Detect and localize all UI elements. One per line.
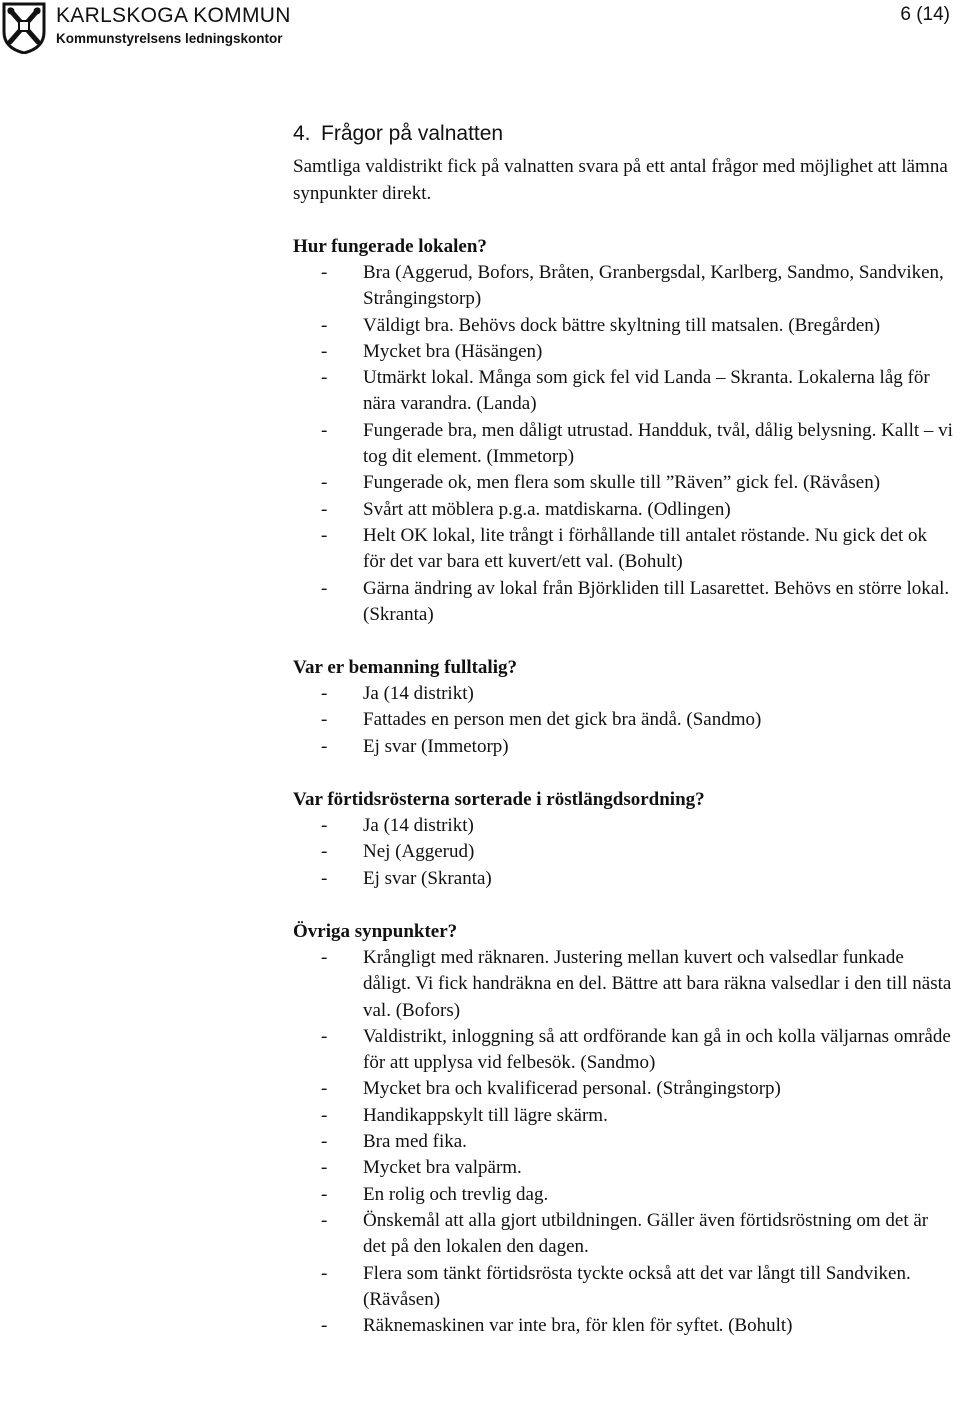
answer-text: Krångligt med räknaren. Justering mellan kuvert och valsedlar funkade dåligt. Vi fick handräkna en del. Bättre att bara räkna valsedlar i den till nästa val. (Bofors) (363, 946, 952, 1021)
list-item: - Valdistrikt, inloggning så att ordförande kan gå in och kolla väljarnas område för att upplysa vid felbesök. (Sandmo) (321, 1025, 951, 1074)
list-item: - Ja (14 distrikt) (321, 815, 474, 837)
question-heading: Övriga synpunkter? (293, 920, 458, 942)
list-item: - Handikappskylt till lägre skärm. (321, 1104, 608, 1126)
answer-text: Gärna ändring av lokal från Björkliden till Lasarettet. Behövs en större lokal. (Skranta) (363, 577, 950, 625)
list-item: - Gärna ändring av lokal från Björkliden till Lasarettet. Behövs en större lokal. (Skranta) (321, 577, 950, 625)
question-block (293, 787, 953, 892)
list-item: - Helt OK lokal, lite trångt i förhållande till antalet röstande. Nu gick det ok för det var bara ett kuvert/ett val. (Bohult) (321, 524, 928, 573)
answer-text: Valdistrikt, inloggning så att ordförande kan gå in och kolla väljarnas område för att upplysa vid felbesök. (Sandmo) (363, 1025, 951, 1074)
document-body (293, 118, 953, 1339)
answer-text: Handikappskylt till lägre skärm. (363, 1104, 608, 1126)
answer-text: Ja (14 distrikt) (363, 683, 474, 705)
question-heading: Var förtidsrösterna sorterade i röstlängdsordning? (293, 789, 705, 811)
answer-text: En rolig och trevlig dag. (363, 1183, 549, 1205)
list-item: - Krångligt med räknaren. Justering mellan kuvert och valsedlar funkade dåligt. Vi fick handräkna en del. Bättre att bara räkna valsedlar i den till nästa val. (Bofors) (321, 946, 952, 1021)
list-item: - Flera som tänkt förtidsrösta tyckte också att det var långt till Sandviken. (Rävåsen) (321, 1262, 911, 1310)
list-item: - Fungerade ok, men flera som skulle till ”Räven” gick fel. (Rävåsen) (321, 472, 881, 494)
list-item: - Bra med fika. (321, 1131, 467, 1153)
answer-text: Räknemaskinen var inte bra, för klen för syftet. (Bohult) (363, 1315, 793, 1337)
question-block (293, 919, 953, 1339)
question-block (293, 655, 953, 760)
list-item: - Mycket bra valpärm. (321, 1157, 522, 1179)
answer-list (293, 813, 953, 892)
answer-list (293, 681, 953, 760)
list-item: - Räknemaskinen var inte bra, för klen för syftet. (Bohult) (321, 1315, 793, 1337)
answer-text: Bra med fika. (363, 1131, 467, 1153)
list-item: - Nej (Aggerud) (321, 841, 475, 863)
section-intro: Samtliga valdistrikt fick på valnatten svara på ett antal frågor med möjlighet att lämna synpunkter direkt. (293, 156, 948, 204)
answer-text: Ej svar (Skranta) (363, 867, 492, 889)
answer-text: Mycket bra (Häsängen) (363, 340, 543, 362)
answer-list (293, 260, 953, 628)
list-item: - Fattades en person men det gick bra ändå. (Sandmo) (321, 709, 762, 731)
answer-text: Fungerade ok, men flera som skulle till ”Räven” gick fel. (Rävåsen) (363, 472, 881, 494)
list-item: - Bra (Aggerud, Bofors, Bråten, Granbergsdal, Karlberg, Sandmo, Sandviken, Strångingstorp) (321, 262, 944, 310)
answer-list (293, 945, 953, 1339)
answer-text: Flera som tänkt förtidsrösta tyckte också att det var långt till Sandviken. (Rävåsen) (363, 1262, 911, 1310)
list-item: - Utmärkt lokal. Många som gick fel vid Landa – Skranta. Lokalerna låg för nära varandra. (Landa) (321, 367, 930, 415)
list-item: - Önskemål att alla gjort utbildningen. Gäller även förtidsröstning om det är det på den lokalen den dagen. (321, 1209, 929, 1258)
answer-text: Ej svar (Immetorp) (363, 735, 509, 757)
list-item: - Svårt att möblera p.g.a. matdiskarna. (Odlingen) (321, 498, 731, 520)
list-item: - Mycket bra (Häsängen) (321, 340, 543, 362)
page-header (0, 0, 960, 60)
answer-text: Önskemål att alla gjort utbildningen. Gäller även förtidsröstning om det är det på den lokalen den dagen. (363, 1209, 929, 1258)
answer-text: Mycket bra valpärm. (363, 1157, 522, 1179)
answer-text: Nej (Aggerud) (363, 841, 475, 863)
answer-text: Bra (Aggerud, Bofors, Bråten, Granbergsdal, Karlberg, Sandmo, Sandviken, Strångingstorp) (363, 262, 944, 310)
organization-name: KARLSKOGA KOMMUN (56, 4, 291, 27)
list-item: - Ej svar (Skranta) (321, 867, 492, 889)
list-item: - Ja (14 distrikt) (321, 683, 474, 705)
question-block (293, 234, 953, 628)
answer-text: Svårt att möblera p.g.a. matdiskarna. (Odlingen) (363, 498, 731, 520)
answer-text: Ja (14 distrikt) (363, 815, 474, 837)
section-heading (293, 118, 953, 150)
list-item: - Ej svar (Immetorp) (321, 735, 509, 757)
section-title: Frågor på valnatten (321, 122, 504, 145)
answer-text: Mycket bra och kvalificerad personal. (Strångingstorp) (363, 1078, 781, 1100)
organization-unit: Kommunstyrelsens ledningskontor (56, 31, 283, 46)
list-item: - Väldigt bra. Behövs dock bättre skyltning till matsalen. (Bregården) (321, 314, 881, 336)
answer-text: Utmärkt lokal. Många som gick fel vid Landa – Skranta. Lokalerna låg för nära varandra. (Landa) (363, 367, 930, 415)
coat-of-arms-logo (2, 2, 46, 54)
list-item: - En rolig och trevlig dag. (321, 1183, 549, 1205)
answer-text: Fattades en person men det gick bra ändå. (Sandmo) (363, 709, 762, 731)
answer-text: Väldigt bra. Behövs dock bättre skyltning till matsalen. (Bregården) (363, 314, 881, 336)
answer-text: Helt OK lokal, lite trångt i förhållande till antalet röstande. Nu gick det ok för det var bara ett kuvert/ett val. (Bohult) (363, 524, 928, 573)
answer-text: Fungerade bra, men dåligt utrustad. Handduk, tvål, dålig belysning. Kallt – vi tog dit element. (Immetorp) (363, 419, 953, 468)
question-heading: Hur fungerade lokalen? (293, 236, 487, 257)
section-number: 4. (293, 122, 311, 145)
question-heading: Var er bemanning fulltalig? (293, 657, 517, 679)
list-item: - Mycket bra och kvalificerad personal. (Strångingstorp) (321, 1078, 781, 1100)
list-item: - Fungerade bra, men dåligt utrustad. Handduk, tvål, dålig belysning. Kallt – vi tog dit element. (Immetorp) (321, 419, 953, 468)
page-number: 6 (14) (900, 4, 950, 25)
